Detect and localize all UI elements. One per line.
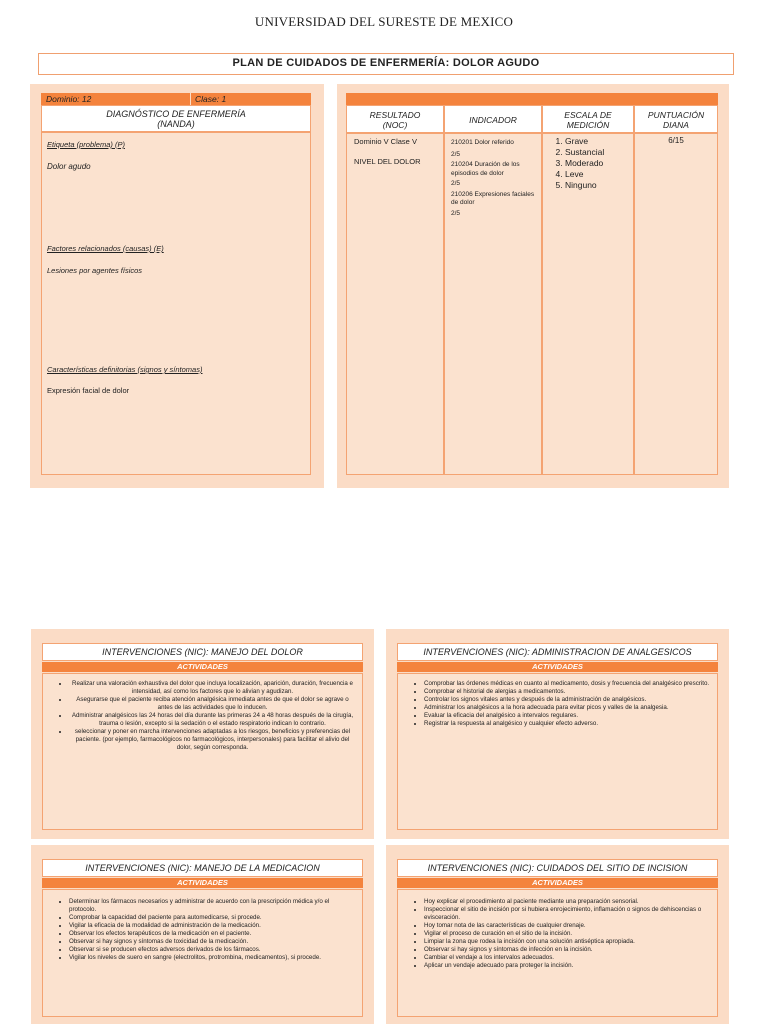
activities-list [43,674,362,752]
activities-list [398,890,717,970]
activities-box [397,673,718,830]
activity-item: • Observar si hay signos y síntomas de infección en la incisión. [424,946,703,954]
diagnosis-panel [30,84,324,488]
scale-cell [542,133,634,475]
col-result-line2: (NOC) [382,120,408,130]
intervention-panel-incision [386,845,729,1024]
intervention-panel-pain [31,629,374,839]
scale-item: 2. Sustancial [565,147,633,158]
activity-item: • Determinar los fármacos necesarios y administrar de acuerdo con la prescripción médica y/o el protocolo. [69,898,342,914]
activity-item: • Inspeccionar el sitio de incisión por si hubiera enrojecimiento, inflamación o signos de dehiscencias o evisceración. [424,906,703,922]
activity-item: • Cambiar el vendaje a los intervalos adecuados. [424,954,703,962]
indicator-2-value: 2/5 [451,180,461,187]
scale-item: 5. Ninguno [565,180,633,191]
activity-item: • Aplicar un vendaje adecuado para proteger la incisión. [424,962,703,970]
activity-item: • Hoy tomar nota de las características de cualquier drenaje. [424,922,703,930]
activity-item: • Realizar una valoración exhaustiva del dolor que incluya localización, aparición, duración, frecuencia e intensidad, así como los factores que lo alivian y agudizan. [69,680,356,696]
col-scale [542,105,634,133]
intervention-panel-medication [31,845,374,1024]
plan-title: PLAN DE CUIDADOS DE ENFERMERÍA: DOLOR AGUDO [38,53,734,75]
activity-item: • seleccionar y poner en marcha intervenciones adaptadas a los riesgos, beneficios y preferencias del paciente. (por ejemplo, farmacológicos no farmacológicos, interpersonales) para facilitar el alivio del dolor, según corresponda. [69,728,356,752]
diagnosis-title-line2: (NANDA) [157,119,195,129]
intervention-panel-analgesics [386,629,729,839]
col-score-line1: PUNTUACIÓN [647,110,705,120]
diagnosis-body [41,132,311,475]
activities-label: ACTIVIDADES [397,878,718,888]
col-score [634,105,718,133]
activities-box [42,889,363,1017]
col-indicator [444,105,542,133]
activities-label: ACTIVIDADES [397,662,718,672]
outcomes-panel [337,84,729,488]
col-scale-line2: MEDICIÓN [566,120,610,130]
col-indicator-label: INDICADOR [469,115,517,125]
activities-box [397,889,718,1017]
indicator-3-value: 2/5 [451,209,461,217]
university-title: UNIVERSIDAD DEL SURESTE DE MEXICO [254,14,514,29]
score-cell [634,133,718,475]
indicator-1-name: 210201 Dolor referido [451,139,514,146]
activities-label: ACTIVIDADES [42,662,363,672]
indicator-1-value: 2/5 [451,150,461,158]
activity-item: • Administrar analgésicos las 24 horas del día durante las primeras 24 a 48 horas después de la cirugía, trauma o lesión, excepto si la sedación o el estado respiratorio indican lo contrario. [69,712,356,728]
activity-item: • Comprobar la capacidad del paciente para automedicarse, si procede. [69,914,342,922]
activity-item: • Registrar la respuesta al analgésico y cualquier efecto adverso. [424,720,711,728]
result-cell [346,133,444,475]
indicator-list [451,139,537,218]
activity-item: • Administrar los analgésicos a la hora adecuada para evitar picos y valles de la analgesia. [424,704,711,712]
score-value: 6/15 [668,136,684,145]
diagnosis-title-box [41,105,311,132]
col-result-line1: RESULTADO [369,110,421,120]
activity-item: • Vigilar el proceso de curación en el sitio de la incisión. [424,930,703,938]
characteristics-label: Características definitorias (signos y síntomas) [47,365,203,374]
scale-list [543,136,633,191]
activity-item: • Controlar los signos vitales antes y después de la administración de analgésicos. [424,696,711,704]
scale-item: 4. Leve [565,169,633,180]
scale-item: 3. Moderado [565,158,633,169]
outcomes-header-bar [346,93,718,105]
factors-label: Factores relacionados (causas) (E) [47,244,164,253]
activity-item: • Observar si se producen efectos adversos derivados de los fármacos. [69,946,342,954]
activities-box [42,673,363,830]
intervention-title: INTERVENCIONES (NIC): MANEJO DEL DOLOR [42,643,363,661]
activity-item: • Observar los efectos terapéuticos de la medicación en el paciente. [69,930,342,938]
indicator-3-name: 210206 Expresiones faciales de dolor [451,190,535,206]
problem-value: Dolor agudo [47,162,91,171]
activities-list [43,890,362,962]
intervention-title: INTERVENCIONES (NIC): ADMINISTRACION DE ANALGESICOS [397,643,718,661]
result-line1: Dominio V Clase V [354,137,417,146]
activity-item: • Vigilar la eficacia de la modalidad de administración de la medicación. [69,922,342,930]
activity-item: • Evaluar la eficacia del analgésico a intervalos regulares. [424,712,711,720]
activity-item: • Comprobar las órdenes médicas en cuanto al medicamento, dosis y frecuencia del analgésico prescrito. [424,680,711,688]
factors-value: Lesiones por agentes físicos [47,266,143,275]
problem-label: Etiqueta (problema) (P) [47,140,125,149]
intervention-title: INTERVENCIONES (NIC): MANEJO DE LA MEDICACION [42,859,363,877]
indicator-cell [444,133,542,475]
intervention-title: INTERVENCIONES (NIC): CUIDADOS DEL SITIO DE INCISION [397,859,718,877]
activity-item: • Vigilar los niveles de suero en sangre (electrolitos, protrombina, medicamentos), si procede. [69,954,342,962]
col-result [346,105,444,133]
activities-list [398,674,717,728]
activity-item: • Asegurarse que el paciente reciba atención analgésica inmediata antes de que el dolor se agrave o antes de las actividades que lo inducen. [69,696,356,712]
characteristics-value: Expresión facial de dolor [47,386,130,395]
class-label: Clase: 1 [195,94,227,104]
activity-item: • Limpiar la zona que rodea la incisión con una solución antiséptica apropiada. [424,938,703,946]
domain-label: Dominio: 12 [46,94,92,104]
col-scale-line1: ESCALA DE [564,110,612,120]
header-divider [190,93,191,105]
activity-item: • Hoy explicar el procedimiento al paciente mediante una preparación sensorial. [424,898,703,906]
activities-label: ACTIVIDADES [42,878,363,888]
activity-item: • Comprobar el historial de alergias a medicamentos. [424,688,711,696]
diagnosis-title-line1: DIAGNÓSTICO DE ENFERMERÍA [106,109,246,119]
scale-item: 1. Grave [565,136,633,147]
activity-item: • Observar si hay signos y síntomas de toxicidad de la medicación. [69,938,342,946]
indicator-2-name: 210204 Duración de los episodios de dolor [451,161,520,177]
col-score-line2: DIANA [663,120,689,130]
result-line2: NIVEL DEL DOLOR [354,157,421,166]
